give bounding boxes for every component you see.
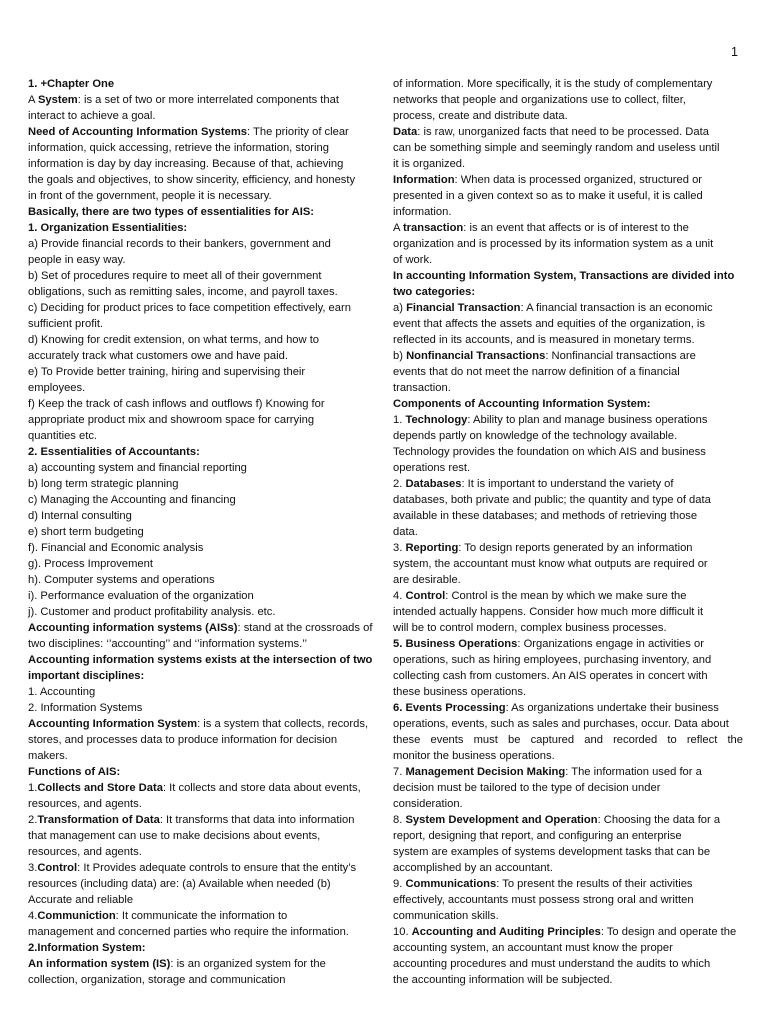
bold-text: Reporting — [405, 542, 459, 554]
text-line — [393, 92, 743, 108]
text-run: these business operations. — [393, 686, 527, 698]
text-line — [393, 252, 743, 268]
text-line — [28, 108, 378, 124]
text-run: intended actually happens. Consider how much more difficult it — [393, 606, 704, 618]
text-line — [28, 588, 378, 604]
text-line — [28, 556, 378, 572]
text-run: : The information used for a — [565, 766, 702, 778]
text-line — [393, 684, 743, 700]
text-run: that management can use to make decisions about events, — [28, 830, 321, 842]
text-line — [28, 604, 378, 620]
text-line — [28, 508, 378, 524]
text-run: employees. — [28, 382, 86, 394]
text-line — [28, 892, 378, 908]
text-line — [393, 588, 743, 604]
text-run: accurately track what customers owe and have paid. — [28, 350, 288, 362]
text-line — [393, 124, 743, 140]
text-line — [393, 732, 743, 748]
text-run: 2. — [28, 814, 38, 826]
text-line — [393, 876, 743, 892]
text-line — [393, 236, 743, 252]
text-run: system, the accountant must know what outputs are required or — [393, 558, 708, 570]
text-line — [28, 220, 378, 236]
bold-text: Accounting and Auditing Principles — [411, 926, 601, 938]
text-line — [28, 524, 378, 540]
bold-text: System Development and Operation — [405, 814, 598, 826]
text-line — [393, 748, 743, 764]
text-run: information. — [393, 206, 452, 218]
bold-text: Control — [405, 590, 446, 602]
bold-text: Technology — [405, 414, 468, 426]
text-line — [393, 140, 743, 156]
text-run: c) Deciding for product prices to face competition effectively, earn — [28, 302, 351, 314]
text-run: : To present the results of their activities — [496, 878, 693, 890]
text-run: 1. — [28, 782, 38, 794]
text-run: 3. — [393, 542, 406, 554]
text-line — [393, 780, 743, 796]
text-run: d) Knowing for credit extension, on what terms, and how to — [28, 334, 320, 346]
text-line — [28, 236, 378, 252]
text-line — [28, 876, 378, 892]
text-line — [28, 268, 378, 284]
text-run: consideration. — [393, 798, 463, 810]
text-line — [393, 444, 743, 460]
text-run: monitor the business operations. — [393, 750, 555, 762]
text-run: interact to achieve a goal. — [28, 110, 156, 122]
text-line — [28, 796, 378, 812]
bold-text: Financial Transaction — [406, 302, 521, 314]
text-run: : stand at the crossroads of — [237, 622, 373, 634]
bold-text: Communiction — [37, 910, 116, 922]
text-run: 3. — [28, 862, 38, 874]
bold-text: important disciplines: — [28, 670, 145, 682]
text-run: : is an event that affects or is of interest to the — [463, 222, 689, 234]
text-run: accounting system, an accountant must know the proper — [393, 942, 673, 954]
bold-text: Accounting information systems exists at the intersection of two — [28, 654, 373, 666]
bold-text: Need of Accounting Information Systems — [28, 126, 248, 138]
text-line — [28, 572, 378, 588]
text-line — [393, 460, 743, 476]
text-run: process, create and distribute data. — [393, 110, 568, 122]
bold-text: Components of Accounting Information System: — [393, 398, 651, 410]
text-line — [28, 300, 378, 316]
text-line — [393, 652, 743, 668]
text-line — [28, 364, 378, 380]
text-line — [28, 396, 378, 412]
text-run: of information. More specifically, it is the study of complementary — [393, 78, 713, 90]
bold-text: System — [37, 94, 78, 106]
text-line — [28, 844, 378, 860]
text-line — [28, 428, 378, 444]
text-run: quantities etc. — [28, 430, 98, 442]
text-line — [28, 476, 378, 492]
text-run: organization and is processed by its information system as a unit — [393, 238, 714, 250]
text-run: networks that people and organizations use to collect, filter, — [393, 94, 686, 106]
bold-text: 1. +Chapter One — [28, 78, 115, 90]
text-line — [28, 716, 378, 732]
text-run: people in easy way. — [28, 254, 126, 266]
bold-text: Transformation of Data — [37, 814, 160, 826]
text-line — [28, 204, 378, 220]
bold-text: Accounting information systems (AISs) — [28, 622, 238, 634]
bold-text: Communications — [405, 878, 497, 890]
text-line — [28, 348, 378, 364]
text-run: c) Managing the Accounting and financing — [28, 494, 236, 506]
text-line — [28, 444, 378, 460]
text-run: : When data is processed organized, structured or — [454, 174, 703, 186]
text-line — [393, 972, 743, 988]
text-line — [393, 412, 743, 428]
text-run: accounting procedures and must understand the audits to which — [393, 958, 711, 970]
text-run: 7. — [393, 766, 406, 778]
text-run: : It communicate the information to — [115, 910, 288, 922]
text-line — [28, 492, 378, 508]
text-run: a) Provide financial records to their bankers, government and — [28, 238, 331, 250]
text-line — [28, 636, 378, 652]
text-line — [393, 300, 743, 316]
text-run: operations rest. — [393, 462, 471, 474]
text-line — [393, 924, 743, 940]
text-line — [393, 828, 743, 844]
text-run: : It transforms that data into information — [159, 814, 355, 826]
text-run: appropriate product mix and showroom space for carrying — [28, 414, 315, 426]
text-run: resources, and agents. — [28, 798, 142, 810]
right-text-column — [393, 76, 743, 988]
text-run: g). Process Improvement — [28, 558, 153, 570]
text-line — [28, 188, 378, 204]
text-run: b) Set of procedures require to meet all of their government — [28, 270, 322, 282]
text-run: obligations, such as remitting sales, income, and payroll taxes. — [28, 286, 338, 298]
text-line — [393, 364, 743, 380]
text-line — [393, 284, 743, 300]
bold-text: Databases — [405, 478, 462, 490]
bold-text: Information — [393, 174, 455, 186]
text-line — [393, 844, 743, 860]
text-line — [28, 700, 378, 716]
text-line — [393, 76, 743, 92]
text-run: : It is important to understand the variety of — [461, 478, 674, 490]
text-run: sufficient profit. — [28, 318, 104, 330]
text-run: two disciplines: ‘’accounting’’ and ‘’information systems.’’ — [28, 638, 307, 650]
text-run: resources (including data) are: (a) Available when needed (b) — [28, 878, 331, 890]
text-run: e) short term budgeting — [28, 526, 144, 538]
text-line — [393, 796, 743, 812]
text-line — [28, 460, 378, 476]
text-run: presented in a given context so as to make it useful, it is called — [393, 190, 703, 202]
text-run: operations, such as hiring employees, purchasing inventory, and — [393, 654, 712, 666]
text-run: will be to control modern, complex business processes. — [393, 622, 667, 634]
text-line — [28, 860, 378, 876]
text-run: Technology provides the foundation on which AIS and business — [393, 446, 706, 458]
text-run: 4. — [393, 590, 406, 602]
text-run: : As organizations undertake their business — [505, 702, 719, 714]
text-run: : Ability to plan and manage business operations — [467, 414, 708, 426]
bold-text: Management Decision Making — [405, 766, 566, 778]
text-run: information is day by day increasing. Because of that, achieving — [28, 158, 344, 170]
bold-text: Accounting Information System — [28, 718, 198, 730]
text-run: these events must be captured and recorded to reflect the — [393, 734, 743, 746]
text-run: : To design reports generated by an information — [458, 542, 693, 554]
text-run: of work. — [393, 254, 433, 266]
text-line — [28, 780, 378, 796]
text-line — [28, 748, 378, 764]
text-run: b) long term strategic planning — [28, 478, 179, 490]
text-line — [393, 172, 743, 188]
text-run: information, quick accessing, retrieve the information, storing — [28, 142, 329, 154]
text-run: report, designing that report, and configuring an enterprise — [393, 830, 682, 842]
text-line — [28, 956, 378, 972]
text-run: are desirable. — [393, 574, 461, 586]
text-line — [28, 140, 378, 156]
text-line — [393, 604, 743, 620]
text-line — [393, 332, 743, 348]
text-run: management and concerned parties who require the information. — [28, 926, 349, 938]
text-line — [393, 620, 743, 636]
text-line — [28, 92, 378, 108]
bold-text: Functions of AIS: — [28, 766, 121, 778]
text-line — [393, 316, 743, 332]
text-run: data. — [393, 526, 418, 538]
text-line — [28, 172, 378, 188]
text-line — [28, 124, 378, 140]
text-run: e) To Provide better training, hiring and supervising their — [28, 366, 306, 378]
bold-text: 6. Events Processing — [393, 702, 506, 714]
text-run: decision must be tailored to the type of decision under — [393, 782, 661, 794]
text-run: : The priority of clear — [247, 126, 349, 138]
bold-text: Nonfinancial Transactions — [406, 350, 546, 362]
text-run: collecting cash from customers. An AIS operates in concert with — [393, 670, 708, 682]
text-run: a) — [393, 302, 407, 314]
text-run: : Nonfinancial transactions are — [545, 350, 696, 362]
text-line — [393, 764, 743, 780]
text-line — [28, 940, 378, 956]
bold-text: transaction — [402, 222, 464, 234]
text-line — [393, 668, 743, 684]
text-line — [28, 668, 378, 684]
bold-text: Data — [393, 126, 418, 138]
text-line — [393, 956, 743, 972]
text-line — [393, 940, 743, 956]
text-line — [28, 620, 378, 636]
text-line — [393, 508, 743, 524]
text-run: databases, both private and public; the quantity and type of data — [393, 494, 711, 506]
text-run: the accounting information will be subjected. — [393, 974, 613, 986]
text-run: : It collects and store data about events, — [162, 782, 361, 794]
text-line — [28, 972, 378, 988]
text-run: 2. — [393, 478, 406, 490]
text-line — [393, 700, 743, 716]
text-line — [28, 380, 378, 396]
text-line — [393, 540, 743, 556]
text-run: depends partly on knowledge of the technology available. — [393, 430, 678, 442]
text-line — [28, 540, 378, 556]
text-run: f). Financial and Economic analysis — [28, 542, 204, 554]
bold-text: In accounting Information System, Transactions are divided into — [393, 270, 735, 282]
text-run: reflected in its accounts, and is measured in monetary terms. — [393, 334, 695, 346]
text-run: 1. Accounting — [28, 686, 96, 698]
text-run: f) Keep the track of cash inflows and outflows f) Knowing for — [28, 398, 325, 410]
text-line — [28, 284, 378, 300]
text-run: : is raw, unorganized facts that need to be processed. Data — [417, 126, 709, 138]
text-run: stores, and processes data to produce information for decision — [28, 734, 338, 746]
text-run: system are examples of systems development tasks that can be — [393, 846, 711, 858]
text-line — [28, 332, 378, 348]
text-run: h). Computer systems and operations — [28, 574, 215, 586]
text-run: 9. — [393, 878, 406, 890]
text-line — [28, 732, 378, 748]
text-run: it is organized. — [393, 158, 466, 170]
text-run: 1. — [393, 414, 406, 426]
text-run: effectively, accountants must possess strong oral and written — [393, 894, 694, 906]
text-run: resources, and agents. — [28, 846, 142, 858]
text-line — [28, 812, 378, 828]
text-run: : is a system that collects, records, — [197, 718, 369, 730]
text-run: 8. — [393, 814, 406, 826]
text-line — [393, 204, 743, 220]
page-number: 1 — [731, 45, 738, 59]
text-line — [393, 572, 743, 588]
text-run: can be something simple and seemingly random and useless until — [393, 142, 720, 154]
text-run: event that affects the assets and equities of the organization, is — [393, 318, 705, 330]
bold-text: 2. Essentialities of Accountants: — [28, 446, 200, 458]
text-line — [393, 860, 743, 876]
text-run: 2. Information Systems — [28, 702, 143, 714]
text-line — [28, 764, 378, 780]
text-line — [28, 828, 378, 844]
text-line — [28, 908, 378, 924]
text-line — [28, 252, 378, 268]
text-run: : is a set of two or more interrelated components that — [77, 94, 339, 106]
text-line — [393, 428, 743, 444]
text-line — [393, 636, 743, 652]
text-run: events that do not meet the narrow definition of a financial — [393, 366, 680, 378]
text-run: in front of the government, people it is necessary. — [28, 190, 272, 202]
bold-text: Control — [37, 862, 78, 874]
text-run: : To design and operate the — [600, 926, 737, 938]
text-line — [28, 684, 378, 700]
text-line — [393, 220, 743, 236]
text-line — [393, 396, 743, 412]
text-run: available in these databases; and methods of retrieving those — [393, 510, 698, 522]
text-line — [393, 556, 743, 572]
text-run: A — [393, 222, 403, 234]
bold-text: 5. Business Operations — [393, 638, 518, 650]
text-run: : Control is the mean by which we make sure the — [445, 590, 687, 602]
text-run: i). Performance evaluation of the organization — [28, 590, 254, 602]
bold-text: two categories: — [393, 286, 476, 298]
text-line — [28, 156, 378, 172]
text-run: b) — [393, 350, 407, 362]
text-run: 10. — [393, 926, 412, 938]
text-run: the goals and objectives, to show sincerity, efficiency, and honesty — [28, 174, 356, 186]
text-run: a) accounting system and financial reporting — [28, 462, 247, 474]
bold-text: An information system (IS) — [28, 958, 171, 970]
text-line — [393, 268, 743, 284]
text-run: : Organizations engage in activities or — [517, 638, 704, 650]
text-line — [393, 716, 743, 732]
text-run: : Choosing the data for a — [597, 814, 721, 826]
bold-text: Collects and Store Data — [37, 782, 163, 794]
text-run: 4. — [28, 910, 38, 922]
text-line — [393, 892, 743, 908]
text-line — [393, 812, 743, 828]
text-line — [393, 908, 743, 924]
text-run: collection, organization, storage and communication — [28, 974, 286, 986]
text-line — [393, 380, 743, 396]
text-run: A — [28, 94, 38, 106]
text-run: operations, events, such as sales and purchases, occur. Data about — [393, 718, 729, 730]
text-line — [28, 924, 378, 940]
text-run: j). Customer and product profitability analysis. etc. — [28, 606, 276, 618]
text-run: : It Provides adequate controls to ensure that the entity’s — [77, 862, 357, 874]
text-run: d) Internal consulting — [28, 510, 132, 522]
text-run: : is an organized system for the — [170, 958, 326, 970]
text-line — [393, 108, 743, 124]
bold-text: 2.Information System: — [28, 942, 146, 954]
text-line — [28, 76, 378, 92]
text-line — [393, 524, 743, 540]
text-line — [393, 492, 743, 508]
text-run: communication skills. — [393, 910, 499, 922]
text-run: transaction. — [393, 382, 451, 394]
text-line — [393, 348, 743, 364]
text-line — [28, 652, 378, 668]
bold-text: Basically, there are two types of essentialities for AIS: — [28, 206, 315, 218]
bold-text: 1. Organization Essentialities: — [28, 222, 188, 234]
text-run: Accurate and reliable — [28, 894, 134, 906]
text-line — [393, 188, 743, 204]
text-line — [28, 412, 378, 428]
text-line — [28, 316, 378, 332]
text-run: makers. — [28, 750, 68, 762]
text-line — [393, 156, 743, 172]
text-line — [393, 476, 743, 492]
left-text-column — [28, 76, 378, 988]
text-run: accomplished by an accountant. — [393, 862, 553, 874]
text-run: : A financial transaction is an economic — [520, 302, 713, 314]
